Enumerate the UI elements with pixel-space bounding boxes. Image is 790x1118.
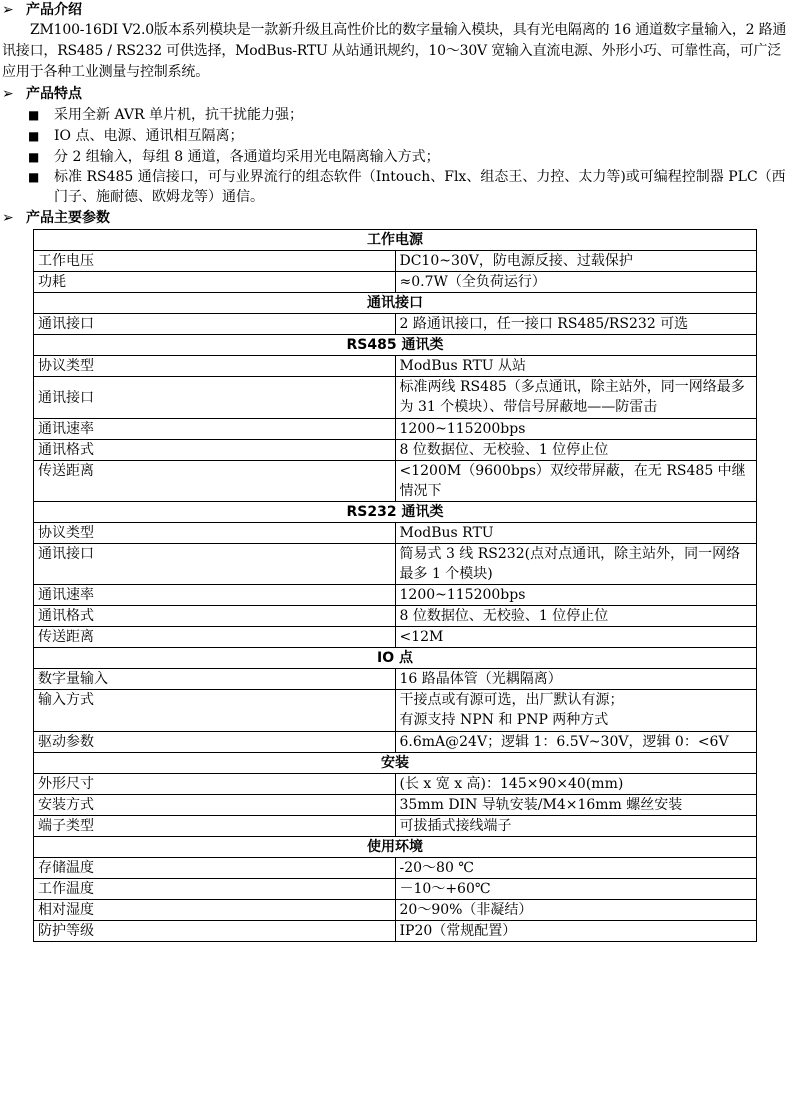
param-value: ≈0.7W（全负荷运行）: [395, 272, 757, 293]
param-value: 1200~115200bps: [395, 419, 757, 440]
param-value-line: 有源支持 NPN 和 PNP 两种方式: [399, 712, 609, 728]
param-label: 通讯接口: [34, 314, 396, 335]
param-value: 8 位数据位、无校验、1 位停止位: [395, 606, 757, 627]
feature-item: ■ 标准 RS485 通信接口，可与业界流行的组态软件（Intouch、Flx、组态王、力控、太力等)或可编程控制器 PLC（西门子、施耐德、欧姆龙等）通信。: [28, 169, 786, 205]
param-value: 8 位数据位、无校验、1 位停止位: [395, 440, 757, 461]
table-row: [34, 795, 757, 816]
table-group-row: [34, 335, 757, 356]
param-value: 简易式 3 线 RS232(点对点通讯，除主站外，同一网络最多 1 个模块): [395, 544, 757, 585]
table-row: [34, 251, 757, 272]
param-value: ModBus RTU: [395, 523, 757, 544]
table-group-row: [34, 293, 757, 314]
table-row: [34, 356, 757, 377]
table-group-row: [34, 648, 757, 669]
table-row: [34, 272, 757, 293]
param-label: 传送距离: [34, 627, 396, 648]
param-label: 协议类型: [34, 356, 396, 377]
param-label: 协议类型: [34, 523, 396, 544]
table-row: [34, 858, 757, 879]
param-value: -20～80 ℃: [395, 858, 757, 879]
param-label: 通讯速率: [34, 419, 396, 440]
table-row: [34, 921, 757, 942]
param-label: 外形尺寸: [34, 774, 396, 795]
table-row: [34, 669, 757, 690]
param-label: 防护等级: [34, 921, 396, 942]
param-value: 标准两线 RS485（多点通讯，除主站外，同一网络最多为 31 个模块）、带信号屏蔽地——防雷击: [395, 377, 757, 419]
table-group-row: [34, 502, 757, 523]
table-row: [34, 461, 757, 502]
param-label: 工作温度: [34, 879, 396, 900]
group-heading: 通讯接口: [34, 293, 757, 314]
table-row: [34, 440, 757, 461]
param-label: 驱动参数: [34, 732, 396, 753]
feature-item: ■ IO 点、电源、通讯相互隔离；: [28, 128, 244, 144]
param-value: DC10~30V，防电源反接、过载保护: [395, 251, 757, 272]
param-value: (长 x 宽 x 高)：145×90×40(mm): [395, 774, 757, 795]
param-value: 20～90%（非凝结）: [395, 900, 757, 921]
arrow-bullet-icon: ➢: [2, 86, 14, 102]
table-row: [34, 627, 757, 648]
section-intro-heading: ➢ 产品介绍: [2, 2, 82, 18]
feature-item: ■ 分 2 组输入，每组 8 通道，各通道均采用光电隔离输入方式；: [28, 149, 440, 165]
param-label: 通讯速率: [34, 585, 396, 606]
table-row: [34, 377, 757, 419]
square-bullet-icon: ■: [28, 170, 40, 184]
table-group-row: [34, 230, 757, 251]
section-features-heading: ➢ 产品特点: [2, 86, 82, 102]
param-label: 存储温度: [34, 858, 396, 879]
param-value: 2 路通讯接口，任一接口 RS485/RS232 可选: [395, 314, 757, 335]
param-label: 输入方式: [34, 690, 396, 732]
table-row: [34, 774, 757, 795]
arrow-bullet-icon: ➢: [2, 210, 14, 226]
param-label: 端子类型: [34, 816, 396, 837]
spec-table: [33, 229, 757, 942]
table-row: [34, 314, 757, 335]
table-row: [34, 544, 757, 585]
square-bullet-icon: ■: [28, 129, 40, 143]
param-value: 6.6mA@24V；逻辑 1：6.5V~30V，逻辑 0：<6V: [395, 732, 757, 753]
param-label: 通讯格式: [34, 440, 396, 461]
table-group-row: [34, 837, 757, 858]
group-heading: 使用环境: [34, 837, 757, 858]
group-heading: 安装: [34, 753, 757, 774]
group-heading: RS232 通讯类: [34, 502, 757, 523]
group-heading: RS485 通讯类: [34, 335, 757, 356]
param-label: 通讯接口: [34, 544, 396, 585]
param-value: <1200M（9600bps）双绞带屏蔽，在无 RS485 中继情况下: [395, 461, 757, 502]
table-row: [34, 900, 757, 921]
table-row: [34, 606, 757, 627]
table-row: [34, 732, 757, 753]
param-label: 工作电压: [34, 251, 396, 272]
table-row: [34, 816, 757, 837]
param-value: 35mm DIN 导轨安装/M4×16mm 螺丝安装: [395, 795, 757, 816]
group-heading: IO 点: [34, 648, 757, 669]
param-value: 1200~115200bps: [395, 585, 757, 606]
param-value: ModBus RTU 从站: [395, 356, 757, 377]
table-row: [34, 419, 757, 440]
param-label: 通讯接口: [34, 377, 396, 419]
param-label: 传送距离: [34, 461, 396, 502]
param-value: －10～+60℃: [395, 879, 757, 900]
param-value-line: 干接点或有源可选，出厂默认有源；: [399, 692, 624, 708]
param-value: 可拔插式接线端子: [395, 816, 757, 837]
param-value: 16 路晶体管（光耦隔离）: [395, 669, 757, 690]
intro-paragraph: ZM100-16DI V2.0版本系列模块是一款新升级且高性价比的数字量输入模块，具有光电隔离的 16 通道数字量输入，2 路通讯接口，RS485 / RS232 可供选择，ModBus-RTU 从站通讯规约，10～30V 宽输入直流电源、外形小巧、可靠性高，可广泛应用于各种工业测量与控制系统。: [2, 22, 787, 80]
table-group-row: [34, 753, 757, 774]
table-row: [34, 690, 757, 732]
table-row: [34, 585, 757, 606]
table-row: [34, 523, 757, 544]
section-params-heading: ➢ 产品主要参数: [2, 210, 110, 226]
square-bullet-icon: ■: [28, 150, 40, 164]
param-label: 安装方式: [34, 795, 396, 816]
group-heading: 工作电源: [34, 230, 757, 251]
param-label: 数字量输入: [34, 669, 396, 690]
square-bullet-icon: ■: [28, 108, 40, 122]
feature-item: ■ 采用全新 AVR 单片机，抗干扰能力强；: [28, 107, 303, 123]
param-value: [395, 690, 757, 732]
table-row: [34, 879, 757, 900]
param-label: 功耗: [34, 272, 396, 293]
param-value: <12M: [395, 627, 757, 648]
param-label: 通讯格式: [34, 606, 396, 627]
param-label: 相对湿度: [34, 900, 396, 921]
arrow-bullet-icon: ➢: [2, 2, 14, 18]
param-value: IP20（常规配置）: [395, 921, 757, 942]
